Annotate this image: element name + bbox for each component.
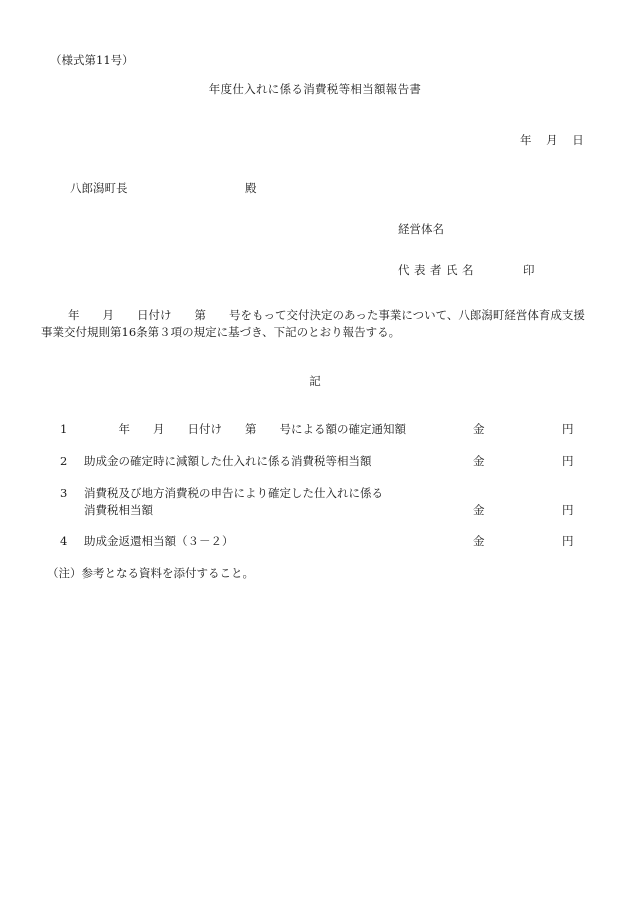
org-name-label: 経営体名 xyxy=(398,222,444,236)
seal-mark: 印 xyxy=(523,263,535,277)
item-text: 消費税及び地方消費税の申告により確定した仕入れに係る xyxy=(84,486,383,500)
item-kin: 金 xyxy=(473,454,485,468)
date-month: 月 xyxy=(546,133,558,147)
form-number: （様式第11号） xyxy=(50,53,134,67)
item-yen: 円 xyxy=(562,422,574,436)
item-kin: 金 xyxy=(473,422,485,436)
date-day: 日 xyxy=(572,133,584,147)
ki-heading: 記 xyxy=(309,374,321,388)
item-number: 3 xyxy=(60,486,68,500)
body-paragraph: 年 月 日付け 第 号をもって交付決定のあった事業について、八郎潟町経営体育成支援事業交付規則第16条第３項の規定に基づき、下記のとおり報告する。 xyxy=(41,308,585,340)
item-kin: 金 xyxy=(473,534,485,548)
item-yen: 円 xyxy=(562,503,574,517)
addressee-honorific: 殿 xyxy=(245,181,257,195)
date-year: 年 xyxy=(520,133,532,147)
representative-label: 代表者氏名 xyxy=(398,263,478,277)
date-line xyxy=(520,132,584,149)
item-text: 助成金の確定時に減額した仕入れに係る消費税等相当額 xyxy=(84,454,372,468)
item-kin: 金 xyxy=(473,503,485,517)
representative-row xyxy=(398,262,535,279)
item-text: 助成金返還相当額（３－２） xyxy=(84,534,234,548)
item-text: 年 月 日付け 第 号による額の確定通知額 xyxy=(84,422,406,436)
item-yen: 円 xyxy=(562,454,574,468)
item-yen: 円 xyxy=(562,534,574,548)
item-text-line2: 消費税相当額 xyxy=(84,503,153,517)
addressee xyxy=(70,180,257,197)
addressee-name: 八郎潟町長 xyxy=(70,181,128,195)
document-title: 年度仕入れに係る消費税等相当額報告書 xyxy=(208,82,422,96)
item-number: 4 xyxy=(60,534,68,548)
item-number: 2 xyxy=(60,454,68,468)
note: （注）参考となる資料を添付すること。 xyxy=(47,566,254,580)
item-number: 1 xyxy=(60,422,68,436)
